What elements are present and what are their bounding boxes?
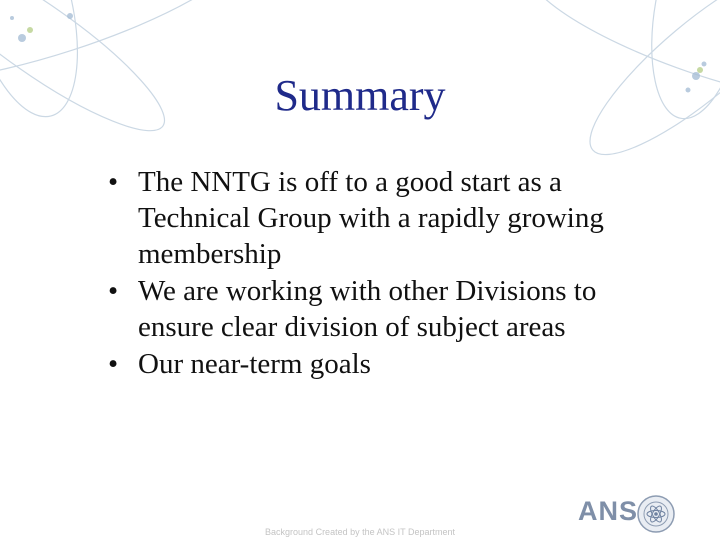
bullet-list xyxy=(108,164,668,383)
logo-text: ANS xyxy=(578,496,639,526)
bullet-marker: • xyxy=(108,348,119,380)
background-credit: Background Created by the ANS IT Department xyxy=(265,527,455,537)
bullet-text: We are working with other Divisions to ensure clear division of subject areas xyxy=(138,275,597,343)
bullet-marker: • xyxy=(108,275,119,307)
bullet-marker: • xyxy=(108,166,119,198)
slide-title: Summary xyxy=(274,71,446,120)
bullet-item xyxy=(108,273,668,345)
bullet-item xyxy=(108,164,668,272)
bullet-text: Our near-term goals xyxy=(138,348,371,380)
bullet-text: The NNTG is off to a good start as a Technical Group with a rapidly growing membership xyxy=(138,166,604,270)
bullet-item xyxy=(108,346,668,382)
